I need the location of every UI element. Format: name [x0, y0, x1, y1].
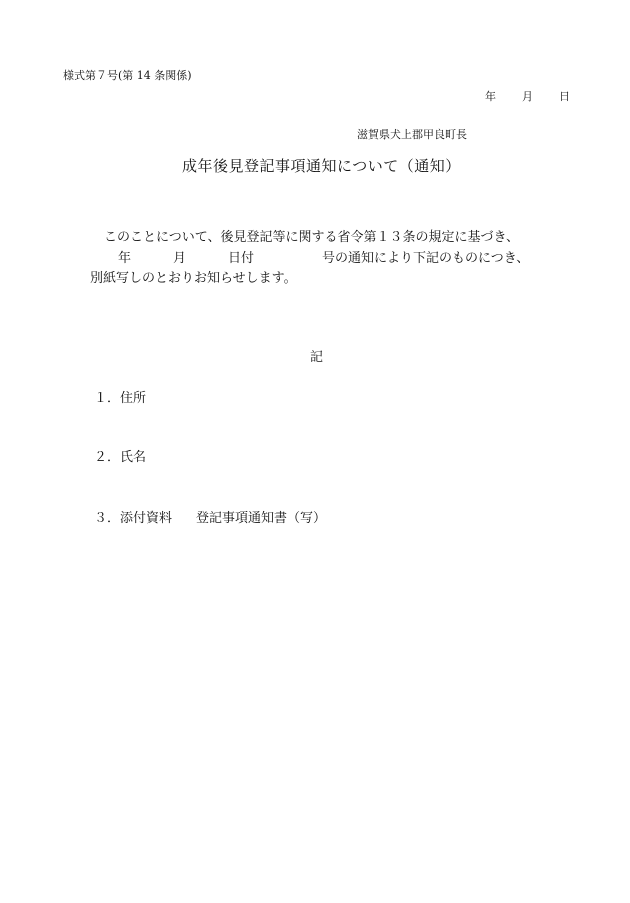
form-number: 様式第７号(第 14 条関係) — [63, 69, 192, 82]
body-date: 日付 — [228, 251, 255, 266]
body-year: 年 — [118, 251, 132, 266]
item-attachment — [94, 507, 326, 526]
sender: 滋賀県犬上郡甲良町長 — [357, 128, 467, 141]
body-line-1: このことについて、後見登記等に関する省令第１３条の規定に基づき、 — [104, 230, 519, 245]
date-day: 日 — [559, 90, 570, 103]
date-year: 年 — [485, 90, 496, 103]
item-attachment-value: 登記事項通知書（写） — [196, 511, 327, 526]
item-address — [94, 387, 146, 406]
body-line-3: 別紙写しのとおりお知らせします。 — [90, 271, 297, 286]
document-title: 成年後見登記事項通知について（通知） — [182, 157, 461, 175]
body-line-2 — [118, 247, 529, 266]
ki-heading: 記 — [310, 350, 324, 365]
item-attachment-label: ３．添付資料 — [94, 511, 173, 526]
item-name — [94, 446, 146, 465]
body-rest: 号の通知により下記のものにつき、 — [322, 251, 530, 266]
body-month: 月 — [173, 251, 187, 266]
item-name-label: ２．氏名 — [94, 450, 147, 465]
item-address-label: １．住所 — [94, 391, 147, 406]
date-month: 月 — [522, 90, 533, 103]
date-line — [485, 88, 570, 104]
